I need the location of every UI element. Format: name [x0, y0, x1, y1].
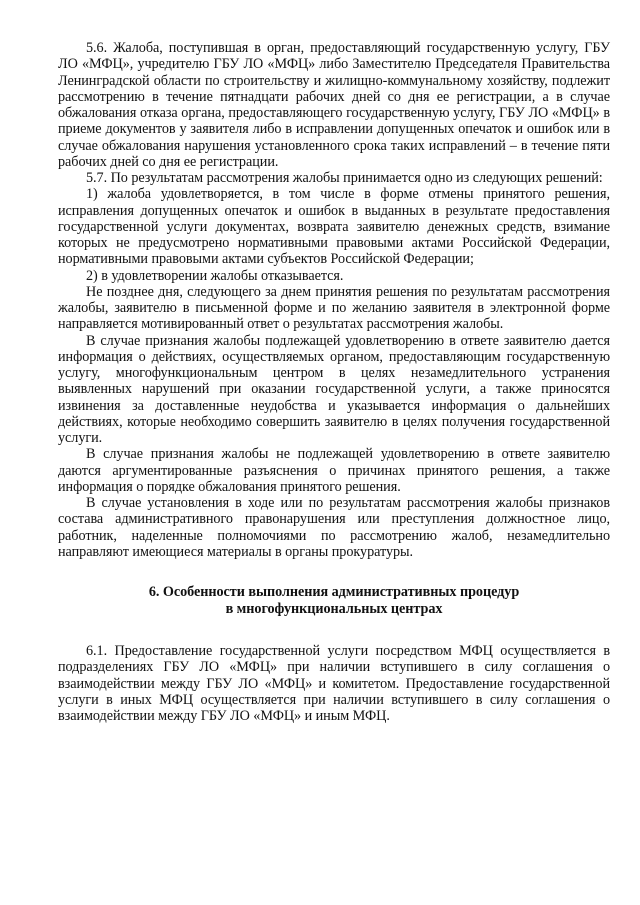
document-page [58, 40, 610, 724]
section-6-heading-line-1: 6. Особенности выполнения административных процедур [148, 584, 520, 600]
paragraph-5-7: 5.7. По результатам рассмотрения жалобы принимается одно из следующих решений: [86, 170, 603, 186]
paragraph-complaint-rejected: В случае признания жалобы не подлежащей удовлетворению в ответе заявителю даются аргументированные разъяснения о причинах принятого решения, а также информация о порядке обжалования принятого решения. [58, 446, 610, 495]
paragraph-6-1: 6.1. Предоставление государственной услуги посредством МФЦ осуществляется в подразделениях ГБУ ЛО «МФЦ» при наличии вступившего в силу соглашения о взаимодействии между ГБУ ЛО «МФЦ» и комитетом. Предоставление государственной услуги в иных МФЦ осуществляется при наличии вступившего в силу соглашения о взаимодействии между ГБУ ЛО «МФЦ» и иным МФЦ. [58, 643, 610, 724]
paragraph-complaint-satisfied: В случае признания жалобы подлежащей удовлетворению в ответе заявителю дается информация о действиях, осуществляемых органом, предоставляющим государственную услугу, многофункциональным центром в целях незамедлительного устранения выявленных нарушений при оказании государственной услуги, а также приносятся извинения за доставленные неудобства и указывается информация о дальнейших действиях, которые необходимо совершить заявителю в целях получения государственной услуги. [58, 332, 610, 446]
paragraph-5-7-item-2: 2) в удовлетворении жалобы отказывается. [86, 267, 344, 284]
section-6-heading [58, 584, 610, 617]
paragraph-response-deadline: Не позднее дня, следующего за днем принятия решения по результатам рассмотрения жалобы, заявителю в письменной форме и по желанию заявителя в электронной форме направляется мотивированный ответ о результатах рассмотрения жалобы. [58, 283, 610, 333]
paragraph-violation-found: В случае установления в ходе или по результатам рассмотрения жалобы признаков состава административного правонарушения или преступления должностное лицо, работник, наделенные полномочиями по рассмотрению жалоб, незамедлительно направляют имеющиеся материалы в органы прокуратуры. [58, 495, 610, 560]
paragraph-5-6: 5.6. Жалоба, поступившая в орган, предоставляющий государственную услугу, ГБУ ЛО «МФЦ», учредителю ГБУ ЛО «МФЦ» либо Заместителю Председателя Правительства Ленинградской области по строительству и жилищно-коммунальному хозяйству, подлежит рассмотрению в течение пятнадцати рабочих дней со дня ее регистрации, а в случае обжалования отказа органа, предоставляющего государственную услугу, ГБУ ЛО «МФЦ» в приеме документов у заявителя либо в исправлении допущенных опечаток и ошибок или в случае обжалования нарушения установленного срока таких исправлений – в течение пяти рабочих дней со дня ее регистрации. [58, 40, 610, 170]
paragraph-5-7-item-1: 1) жалоба удовлетворяется, в том числе в форме отмены принятого решения, исправления допущенных опечаток и ошибок в выданных в результате предоставления государственной услуги документах, возврата заявителю денежных средств, взимание которых не предусмотрено нормативными правовыми актами Российской Федерации, нормативными правовыми актами субъектов Российской Федерации; [58, 186, 610, 268]
section-6-heading-line-2: в многофункциональных центрах [225, 600, 443, 617]
